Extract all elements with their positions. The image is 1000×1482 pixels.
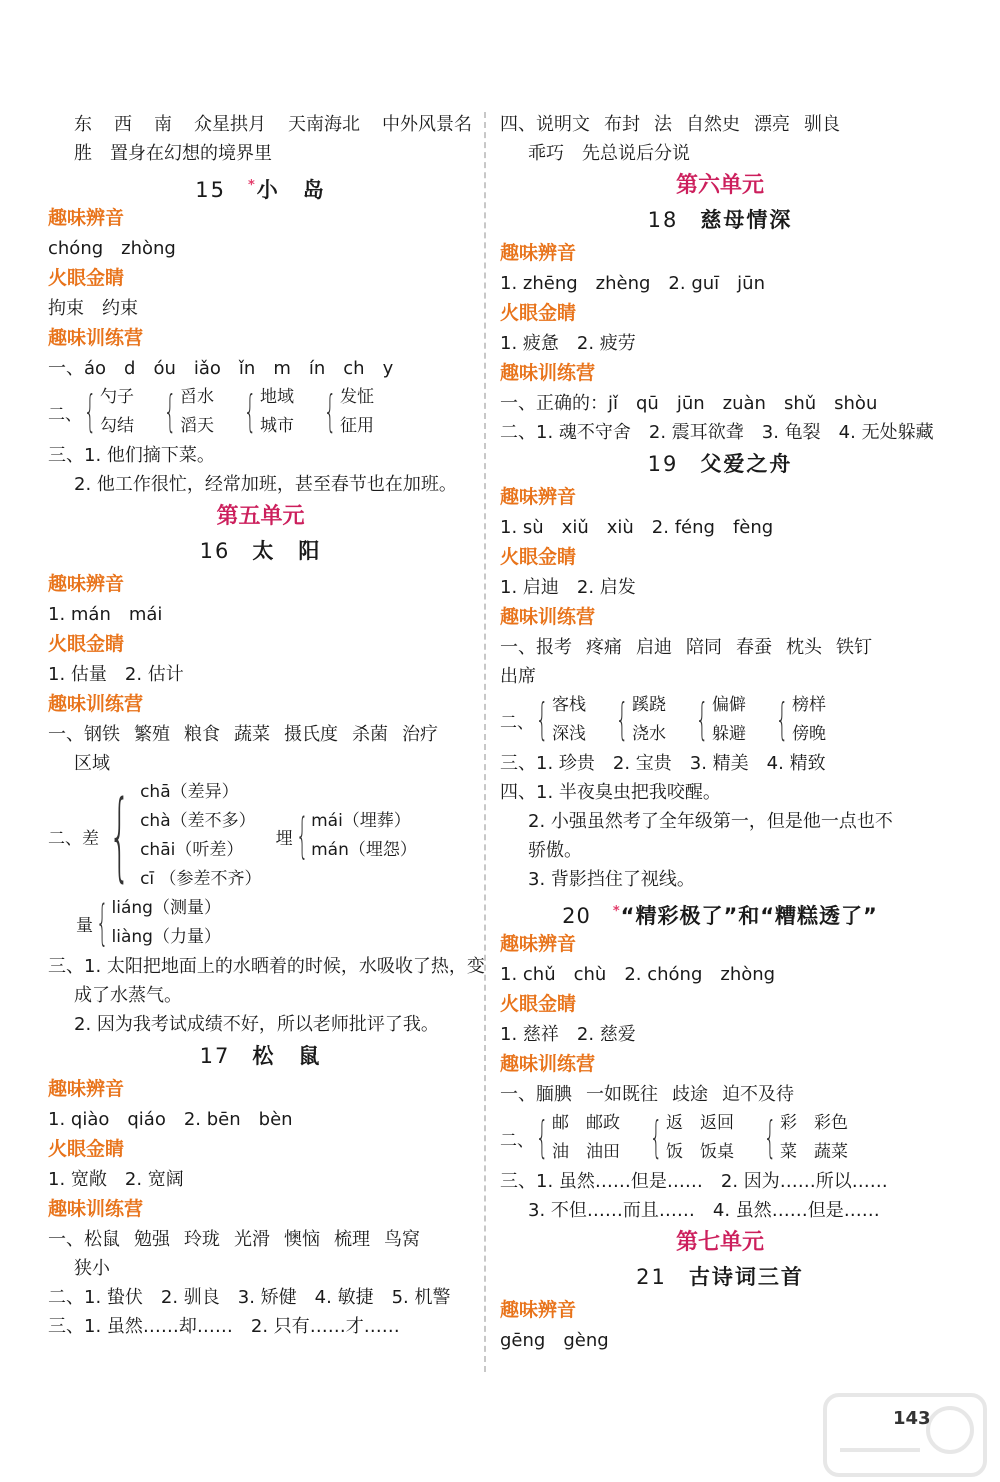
word: 四、说明文 — [500, 114, 590, 135]
word: 浇水 — [632, 724, 666, 744]
brace-group — [528, 1109, 620, 1167]
word: 迫不及待 — [722, 1084, 794, 1105]
lesson-name: 太 阳 — [252, 539, 322, 563]
word: 法 — [654, 114, 672, 135]
lesson-name: 古诗词三首 — [688, 1265, 804, 1289]
reading: chā（差异） — [140, 782, 239, 802]
answer-line: 1. zhēng zhèng 2. guī jūn — [500, 273, 765, 294]
brace-group — [76, 383, 134, 441]
word: 城市 — [260, 416, 294, 436]
section-heading: 趣味训练营 — [48, 1198, 144, 1220]
lesson-title — [500, 1260, 940, 1295]
lesson-number: 17 — [199, 1044, 231, 1068]
word: 枕头 — [786, 637, 822, 658]
word: 众星拱月 — [194, 114, 266, 135]
word: 懊恼 — [284, 1229, 320, 1250]
reading-list — [311, 807, 417, 865]
answer-line: 1. 宽敞 2. 宽阔 — [48, 1169, 184, 1190]
lesson-number: 20 — [562, 904, 591, 928]
word: 勾结 — [100, 416, 134, 436]
section-heading: 趣味辨音 — [48, 1078, 125, 1100]
page-number: 143 — [893, 1408, 931, 1429]
brace-group — [756, 1109, 848, 1167]
lesson-name: 松 鼠 — [252, 1044, 322, 1068]
word: 布封 — [604, 114, 640, 135]
lesson-number: 18 — [647, 208, 679, 232]
answer-line: 二、1. 魂不守舍 2. 震耳欲聋 3. 龟裂 4. 无处躲藏 — [500, 422, 934, 443]
word: 躲避 — [712, 724, 746, 744]
answer-line: 2. 他工作很忙，经常加班，甚至春节也在加班。 — [74, 474, 457, 495]
brace-group — [316, 383, 374, 441]
unit-heading: 第五单元 — [216, 503, 305, 529]
section-heading: 趣味辨音 — [500, 1299, 577, 1321]
answer-line — [48, 110, 473, 139]
word: 油 油田 — [552, 1142, 620, 1162]
word: 繁殖 — [134, 724, 170, 745]
word: 饭 饭桌 — [666, 1142, 734, 1162]
word: 一如既往 — [586, 1084, 658, 1105]
answer-line: 成了水蒸气。 — [74, 985, 182, 1006]
brace-icon: { — [96, 895, 109, 951]
reading: cī （参差不齐） — [140, 869, 262, 889]
lesson-number: 15 — [195, 178, 226, 202]
answer-line: 乖巧 先总说后分说 — [528, 143, 690, 164]
answer-line: 胜 置身在幻想的境界里 — [74, 143, 272, 164]
word: 中外风景名 — [382, 114, 472, 135]
word: 邮 邮政 — [552, 1113, 620, 1133]
section-heading: 趣味辨音 — [500, 933, 577, 955]
lesson-title — [500, 447, 940, 482]
lesson-title — [48, 534, 473, 569]
brace-group — [236, 383, 294, 441]
answer-line: 三、1. 虽然……却…… 2. 只有……才…… — [48, 1316, 400, 1337]
word: 舀水 — [180, 387, 214, 407]
word: 勺子 — [100, 387, 134, 407]
answer-line: 1. sù xiǔ xiù 2. féng fèng — [500, 517, 774, 538]
word: 返 返回 — [666, 1113, 734, 1133]
brace-icon: { — [243, 386, 257, 437]
word: 漂亮 — [754, 114, 790, 135]
reading: chāi（听差） — [140, 840, 244, 860]
word: 启迪 — [636, 637, 672, 658]
brace-icon: { — [108, 780, 131, 892]
polyphone-block — [48, 894, 473, 952]
brace-group — [156, 383, 214, 441]
lesson-name: 父爱之舟 — [700, 452, 793, 476]
lesson-title — [500, 894, 940, 929]
brace-icon: { — [295, 808, 308, 864]
word: 自然史 — [686, 114, 740, 135]
answer-line: 区域 — [74, 753, 110, 774]
section-heading: 火眼金睛 — [48, 1138, 125, 1160]
word: 彩 彩色 — [780, 1113, 848, 1133]
section-heading: 趣味训练营 — [500, 362, 596, 384]
star-mark: * — [247, 178, 257, 193]
word: 歧途 — [672, 1084, 708, 1105]
section-heading: 趣味辨音 — [48, 207, 125, 229]
brace-icon: { — [615, 694, 629, 745]
word: 蔬菜 — [234, 724, 270, 745]
brace-group — [642, 1109, 734, 1167]
lesson-name: 小 岛 — [256, 178, 326, 202]
word: 地域 — [260, 387, 294, 407]
answer-line — [48, 1225, 473, 1254]
brace-icon: { — [649, 1112, 663, 1163]
brace-groups — [48, 383, 473, 441]
brace-group — [688, 691, 746, 749]
answer-line — [48, 720, 473, 749]
word: 玲珑 — [184, 1229, 220, 1250]
reading-list — [112, 894, 221, 952]
word: 春蚕 — [736, 637, 772, 658]
polyphone-block — [48, 778, 473, 894]
section-heading: 趣味训练营 — [48, 327, 144, 349]
answer-line: 1. chǔ chù 2. chóng zhòng — [500, 964, 776, 985]
brace-icon: { — [535, 694, 549, 745]
answer-line: 2. 因为我考试成绩不好，所以老师批评了我。 — [74, 1014, 439, 1035]
reading: mái（埋葬） — [311, 811, 411, 831]
word: 深浅 — [552, 724, 586, 744]
reading: liàng（力量） — [111, 927, 221, 947]
answer-line: chóng zhòng — [48, 238, 176, 259]
item-lead: 二、差 — [48, 828, 99, 849]
word: 梳理 — [334, 1229, 370, 1250]
word: 一、钢铁 — [48, 724, 120, 745]
word: 蹊跷 — [632, 695, 666, 715]
word: 驯良 — [804, 114, 840, 135]
section-heading: 火眼金睛 — [48, 267, 125, 289]
answer-line: 2. 小强虽然考了全年级第一，但是他一点也不 — [528, 811, 893, 832]
brace-groups — [500, 691, 940, 749]
brace-icon: { — [775, 694, 789, 745]
unit-heading: 第七单元 — [675, 1229, 764, 1255]
brace-group — [768, 691, 826, 749]
answer-line: 骄傲。 — [528, 840, 582, 861]
answer-line: 三、1. 太阳把地面上的水晒着的时候，水吸收了热，变 — [48, 956, 485, 977]
section-heading: 趣味辨音 — [500, 486, 577, 508]
unit-heading: 第六单元 — [675, 172, 764, 198]
answer-line: 狭小 — [74, 1258, 110, 1279]
section-heading: 趣味辨音 — [48, 573, 125, 595]
word: 天南海北 — [288, 114, 360, 135]
answer-line: 拘束 约束 — [48, 298, 138, 319]
answer-line: 四、1. 半夜臭虫把我咬醒。 — [500, 782, 721, 803]
star-mark: * — [612, 904, 621, 919]
reading: mán（埋怨） — [311, 840, 417, 860]
word: 东 — [74, 114, 92, 135]
item-lead: 二、 — [500, 1130, 534, 1151]
answer-line — [500, 633, 940, 662]
brace-icon: { — [695, 694, 709, 745]
answer-line: 三、1. 珍贵 2. 宝贵 3. 精美 4. 精致 — [500, 753, 826, 774]
answer-line: 二、1. 蛰伏 2. 驯良 3. 矫健 4. 敏捷 5. 机警 — [48, 1287, 451, 1308]
word: 疼痛 — [586, 637, 622, 658]
word: 陪同 — [686, 637, 722, 658]
word: 西 — [114, 114, 132, 135]
word: 粮食 — [184, 724, 220, 745]
brace-group — [528, 691, 586, 749]
section-heading: 火眼金睛 — [500, 546, 577, 568]
answer-line — [500, 110, 940, 139]
reading: liáng（测量） — [111, 898, 221, 918]
answer-line: 一、正确的：jǐ qū jūn zuàn shǔ shòu — [500, 393, 878, 414]
word: 征用 — [340, 416, 374, 436]
word: 偏僻 — [712, 695, 746, 715]
lesson-number: 16 — [199, 539, 231, 563]
column-divider — [484, 112, 486, 1372]
reading: chà（差不多） — [140, 811, 256, 831]
answer-line: 一、áo d óu iǎo ǐn m ín ch y — [48, 358, 394, 379]
word: 一、松鼠 — [48, 1229, 120, 1250]
section-heading: 火眼金睛 — [500, 993, 577, 1015]
word: 鸟窝 — [384, 1229, 420, 1250]
left-column — [48, 110, 485, 1341]
answer-line: 1. 疲惫 2. 疲劳 — [500, 333, 636, 354]
lesson-number: 19 — [647, 452, 679, 476]
brace-groups — [500, 1109, 940, 1167]
word: 一、腼腆 — [500, 1084, 572, 1105]
brace-icon: { — [83, 386, 97, 437]
section-heading: 趣味训练营 — [500, 606, 596, 628]
answer-line: 1. qiào qiáo 2. bēn bèn — [48, 1109, 293, 1130]
item-lead: 二、 — [500, 712, 534, 733]
lesson-title — [500, 203, 940, 238]
brace-icon: { — [763, 1112, 777, 1163]
section-heading: 火眼金睛 — [48, 633, 125, 655]
answer-line: gēng gèng — [500, 1330, 609, 1351]
answer-line: 出席 — [500, 666, 536, 687]
word: 一、报考 — [500, 637, 572, 658]
word: 南 — [154, 114, 172, 135]
answer-line: 1. 启迪 2. 启发 — [500, 577, 636, 598]
lesson-name: “精彩极了”和“糟糕透了” — [620, 904, 878, 928]
brace-icon: { — [163, 386, 177, 437]
lesson-name: 慈母情深 — [700, 208, 793, 232]
word: 发怔 — [340, 387, 374, 407]
item-lead: 量 — [76, 915, 93, 936]
lesson-number: 21 — [636, 1265, 667, 1289]
right-column — [500, 110, 940, 1355]
brace-group — [608, 691, 666, 749]
word: 菜 蔬菜 — [780, 1142, 848, 1162]
answer-line — [500, 1080, 940, 1109]
word: 客栈 — [552, 695, 586, 715]
answer-line: 3. 不但……而且…… 4. 虽然……但是…… — [528, 1200, 880, 1221]
word: 铁钉 — [836, 637, 872, 658]
word: 治疗 — [402, 724, 438, 745]
word: 榜样 — [792, 695, 826, 715]
lesson-title — [48, 168, 473, 203]
reading-list — [140, 778, 261, 894]
word: 滔天 — [180, 416, 214, 436]
lesson-title — [48, 1039, 473, 1074]
answer-line: 三、1. 虽然……但是…… 2. 因为……所以…… — [500, 1171, 888, 1192]
answer-line: 1. 估量 2. 估计 — [48, 664, 184, 685]
section-heading: 趣味训练营 — [48, 693, 144, 715]
section-heading: 趣味辨音 — [500, 242, 577, 264]
word: 摄氏度 — [284, 724, 338, 745]
brace-icon: { — [535, 1112, 549, 1163]
answer-line: 三、1. 他们摘下菜。 — [48, 445, 215, 466]
answer-line: 1. 慈祥 2. 慈爱 — [500, 1024, 636, 1045]
answer-line: 1. mán mái — [48, 604, 163, 625]
section-heading: 火眼金睛 — [500, 302, 577, 324]
item-lead: 埋 — [275, 828, 293, 849]
word: 傍晚 — [792, 724, 826, 744]
word: 杀菌 — [352, 724, 388, 745]
item-lead: 二、 — [48, 404, 82, 425]
watermark-logo — [820, 1390, 990, 1480]
word: 勉强 — [134, 1229, 170, 1250]
answer-line: 3. 背影挡住了视线。 — [528, 869, 695, 890]
word: 光滑 — [234, 1229, 270, 1250]
brace-icon: { — [323, 386, 337, 437]
section-heading: 趣味训练营 — [500, 1053, 596, 1075]
